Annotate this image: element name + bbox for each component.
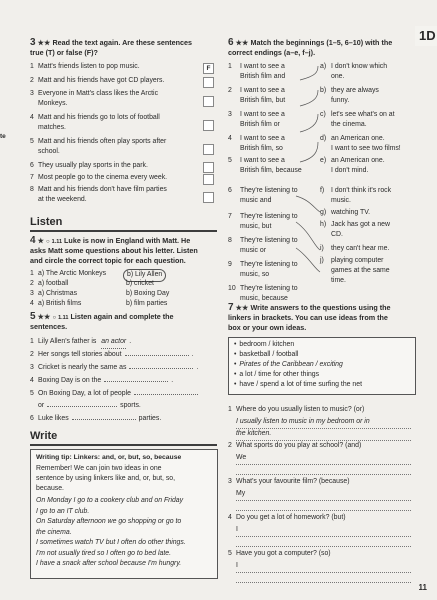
statement-line-2: at the weekend. — [38, 196, 87, 203]
ex4-number: 4 — [30, 235, 36, 246]
option-b[interactable]: b) Boxing Day — [126, 290, 170, 297]
sentence-end: . — [196, 364, 199, 371]
ending-letter: d) — [320, 135, 327, 142]
sentence-start: Lily Allen's father is — [38, 338, 99, 345]
beginning-line-2: British film, so — [240, 145, 283, 152]
ending-line-1: Jack has got a new — [331, 221, 390, 228]
beginning-line-2: music and — [240, 197, 272, 204]
idea-item — [234, 380, 414, 391]
beginning-line-1: They're listening to — [240, 237, 298, 244]
idea-item — [234, 350, 414, 361]
question-text: What sports do you play at school? (and) — [236, 442, 362, 449]
idea-text: basketball / football — [239, 351, 299, 358]
statement-line-1: Matt and his friends have got CD players. — [38, 77, 165, 84]
statement-line-2: Monkeys. — [38, 100, 68, 107]
listen-title: Listen — [30, 216, 63, 228]
option-a[interactable]: a) The Arctic Monkeys — [38, 270, 107, 277]
idea-text: have / spend a lot of time surfing the net — [239, 381, 362, 388]
ex4-audio-track: 1.11 — [51, 239, 63, 245]
ex5-stars: ★★ — [37, 312, 51, 321]
page-edge-text: te — [0, 133, 6, 140]
item-number: 6 — [30, 415, 34, 422]
sentence-end: . — [191, 351, 194, 358]
sentence-start: Boxing Day is on the — [38, 377, 102, 384]
ending-letter: g) — [320, 209, 327, 216]
bullet-icon: • — [234, 371, 237, 378]
ending-line-1: they are always — [331, 87, 379, 94]
ex7-instruction-2: linkers in brackets. You can use ideas from the — [228, 313, 388, 322]
ending-line-1: an American one. — [331, 135, 385, 142]
audio-icon[interactable]: ○ — [52, 315, 57, 321]
tip-example: I sometimes watch TV but I often do other things. — [36, 539, 186, 546]
ex7-number: 7 — [228, 302, 234, 313]
item-number: 1 — [30, 63, 34, 70]
sentence-start: On Boxing Day, a lot of people — [38, 390, 131, 397]
statement-line-1: Everyone in Matt's class likes the Arctic — [38, 90, 159, 97]
idea-item — [234, 370, 414, 381]
ending-line-1: playing computer — [331, 257, 384, 264]
answer-line-1[interactable]: My — [236, 489, 411, 501]
item-number: 1 — [30, 270, 34, 277]
answer-line-2[interactable] — [236, 537, 411, 547]
answer-blank[interactable]: an actor — [101, 337, 126, 349]
beginning-line-2: music or — [240, 247, 267, 254]
ending-line-1: watching TV. — [331, 209, 371, 216]
ending-line-1: let's see what's on at — [331, 111, 395, 118]
idea-item — [234, 360, 414, 371]
beginning-line-2: music, but — [240, 223, 272, 230]
tip-example: I go to an IT club. — [36, 507, 90, 515]
item-number: 3 — [228, 478, 232, 485]
ending-line-2: the cinema. — [331, 121, 367, 128]
idea-text: bedroom / kitchen — [239, 341, 295, 348]
statement-line-1: Matt and his friends go to lots of football — [38, 114, 160, 121]
beginning-line-1: I want to see a — [240, 157, 285, 164]
ex6-number: 6 — [228, 37, 234, 48]
audio-icon[interactable]: ○ — [46, 239, 50, 245]
item-number: 4 — [30, 377, 34, 384]
ending-line-2: I don't mind. — [331, 167, 369, 174]
item-number: 5 — [30, 390, 34, 397]
ex4-stars: ★ — [37, 236, 45, 245]
ex4-instruction-2: asks Matt some questions about his letter. Listen — [30, 246, 198, 255]
item-number: 8 — [30, 186, 34, 193]
ex5-number: 5 — [30, 311, 36, 322]
idea-item — [234, 340, 414, 351]
ex3-instruction-1: Read the text again. Are these sentences — [52, 38, 192, 47]
tip-line: sentence by using linkers like and, or, but, so, — [36, 475, 176, 482]
answer-line-2[interactable] — [236, 501, 411, 511]
statement-line-1: They usually play sports in the park. — [38, 162, 148, 169]
item-number: 7 — [228, 213, 232, 220]
beginning-line-2: British film, because — [240, 167, 302, 174]
tip-example: the cinema. — [36, 528, 72, 536]
bullet-icon: • — [234, 341, 237, 348]
ending-line-1: I don't think it's rock — [331, 187, 392, 194]
ending-line-3: time. — [331, 277, 346, 284]
item-number: 1 — [228, 406, 232, 413]
ending-letter: b) — [320, 87, 327, 94]
beginning-line-1: They're listening to — [240, 285, 298, 292]
item-number: 3 — [228, 111, 232, 118]
option-b[interactable]: b) Lily Allen — [123, 269, 166, 282]
ex5-audio-track: 1.11 — [58, 315, 69, 321]
ex5-instruction-2: sentences. — [30, 322, 68, 331]
ending-letter: h) — [320, 221, 327, 228]
statement-line-2: school. — [38, 148, 60, 155]
ending-line-1: an American one. — [331, 157, 385, 164]
ex7-instruction-1: Write answers to the questions using the — [250, 303, 391, 312]
question-text: Do you get a lot of homework? (but) — [236, 514, 346, 521]
ending-line-2: games at the same — [331, 267, 390, 274]
ending-letter: f) — [320, 187, 325, 194]
beginning-line-2: music, so — [240, 271, 270, 278]
beginning-line-1: I want to see a — [240, 111, 285, 118]
ex3-stars: ★★ — [37, 38, 51, 47]
sentence-end: sports. — [120, 402, 141, 409]
item-number: 4 — [228, 135, 232, 142]
ex7-stars: ★★ — [235, 303, 249, 312]
item-number: 3 — [30, 90, 34, 97]
ex6-instruction-2: correct endings (a–e, f–j). — [228, 48, 316, 57]
answer-line-2[interactable] — [236, 573, 411, 583]
beginning-line-1: They're listening to — [240, 213, 298, 220]
statement-line-1: Matt and his friends often play sports after — [38, 138, 167, 145]
bullet-icon: • — [234, 381, 237, 388]
ex3-instruction-2: true (T) or false (F)? — [30, 48, 98, 57]
unit-tab: 1D — [415, 26, 437, 46]
item-number: 6 — [228, 187, 232, 194]
tip-line: Remember! We can join two ideas in one — [36, 465, 162, 472]
ideas-box — [228, 337, 416, 395]
tip-title: Writing tip: Linkers: and, or, but, so, because — [36, 454, 182, 461]
idea-text: Pirates of the Caribbean / exciting — [239, 361, 343, 368]
ex4-instruction-3: and circle the correct topic for each question. — [30, 256, 186, 265]
sentence-start: Cricket is nearly the same as — [38, 364, 127, 371]
item-number: 4 — [30, 114, 34, 121]
ending-line-2: CD. — [331, 231, 343, 238]
tip-example: I have a snack after school because I'm hungry. — [36, 560, 182, 567]
item-number: 2 — [228, 87, 232, 94]
item-number: 4 — [30, 300, 34, 307]
answer-line-2[interactable]: the kitchen. — [236, 429, 411, 441]
ending-letter: a) — [320, 63, 327, 70]
ending-line-2: funny. — [331, 97, 350, 104]
item-number: 4 — [228, 514, 232, 521]
ending-letter: j) — [320, 257, 324, 264]
beginning-line-1: They're listening to — [240, 187, 298, 194]
ending-line-1: they can't hear me. — [331, 245, 390, 252]
item-number: 5 — [30, 138, 34, 145]
option-a[interactable]: a) football — [38, 280, 69, 287]
ex5-instruction-1: Listen again and complete the — [70, 312, 174, 321]
item-number: 1 — [228, 63, 232, 70]
tip-line: because. — [36, 485, 64, 492]
bullet-icon: • — [234, 351, 237, 358]
answer-line-2[interactable] — [236, 465, 411, 475]
beginning-line-1: I want to see a — [240, 135, 285, 142]
tf-answer-box[interactable]: F — [203, 63, 214, 74]
answer-line-1[interactable]: I — [236, 561, 411, 573]
ending-letter: i) — [320, 245, 324, 252]
item-number: 2 — [228, 442, 232, 449]
option-b[interactable]: b) film parties — [126, 300, 168, 307]
tip-example: On Saturday afternoon we go shopping or go to — [36, 518, 182, 525]
sentence-start: Her songs tell stories about — [38, 351, 122, 358]
sentence-start: Luke likes — [38, 415, 69, 422]
sentence-end: . — [129, 338, 132, 345]
ex6-instruction-1: Match the beginnings (1–5, 6–10) with the — [250, 38, 393, 47]
question-text: What's your favourite film? (because) — [236, 478, 350, 485]
statement-line-2: matches. — [38, 124, 66, 131]
ex4-instruction-1: Luke is now in England with Matt. He — [64, 236, 191, 245]
beginning-line-1: I want to see a — [240, 63, 285, 70]
beginning-line-2: British film, but — [240, 97, 286, 104]
statement-line-1: Most people go to the cinema every week. — [38, 174, 168, 181]
ex7-heading — [228, 303, 420, 313]
statement-line-1: Matt's friends listen to pop music. — [38, 63, 140, 70]
page-number: 11 — [418, 583, 427, 592]
ex6-stars: ★★ — [235, 38, 249, 47]
bullet-icon: • — [234, 361, 237, 368]
beginning-line-1: I want to see a — [240, 87, 285, 94]
ending-line-2: I want to see two films! — [331, 145, 401, 152]
item-number: 9 — [228, 261, 232, 268]
item-number: 2 — [30, 351, 34, 358]
sentence-start: or — [38, 402, 45, 409]
option-b[interactable]: b) cricket — [126, 280, 154, 287]
item-number: 8 — [228, 237, 232, 244]
write-title: Write — [30, 430, 58, 442]
ending-letter: c) — [320, 111, 326, 118]
item-number: 3 — [30, 364, 34, 371]
item-number: 2 — [30, 77, 34, 84]
ending-line-2: one. — [331, 73, 345, 80]
item-number: 3 — [30, 290, 34, 297]
question-text: Have you got a computer? (so) — [236, 550, 331, 557]
beginning-line-1: They're listening to — [240, 261, 298, 268]
item-number: 5 — [228, 550, 232, 557]
answer-line-1[interactable]: We — [236, 453, 411, 465]
option-a[interactable]: a) British films — [38, 300, 82, 307]
idea-text: a lot / time for other things — [239, 371, 320, 378]
item-number: 5 — [228, 157, 232, 164]
item-number: 10 — [228, 285, 236, 292]
item-number: 1 — [30, 338, 34, 345]
answer-line-1[interactable]: I — [236, 525, 411, 537]
item-number: 6 — [30, 162, 34, 169]
ex3-number: 3 — [30, 37, 36, 48]
item-number: 2 — [30, 280, 34, 287]
sentence-end: parties. — [138, 415, 162, 422]
question-text: Where do you usually listen to music? (or) — [236, 406, 365, 413]
sentence-end: . — [171, 377, 174, 384]
ex7-instruction-3: box or your own ideas. — [228, 323, 307, 332]
beginning-line-2: British film or — [240, 121, 280, 128]
ending-line-1: I don't know which — [331, 63, 388, 70]
tip-example: On Monday I go to a cookery club and on Friday — [36, 497, 184, 504]
beginning-line-2: British film and — [240, 73, 286, 80]
answer-line-1[interactable]: I usually listen to music in my bedroom or in — [236, 417, 411, 429]
option-a[interactable]: a) Christmas — [38, 290, 78, 297]
ending-line-2: music. — [331, 197, 351, 204]
item-number: 7 — [30, 174, 34, 181]
tip-example: I'm not usually tired so I often go to bed late. — [36, 549, 171, 557]
ending-letter: e) — [320, 157, 327, 164]
statement-line-1: Matt and his friends don't have film parties — [38, 186, 167, 193]
beginning-line-2: music, because — [240, 295, 288, 302]
